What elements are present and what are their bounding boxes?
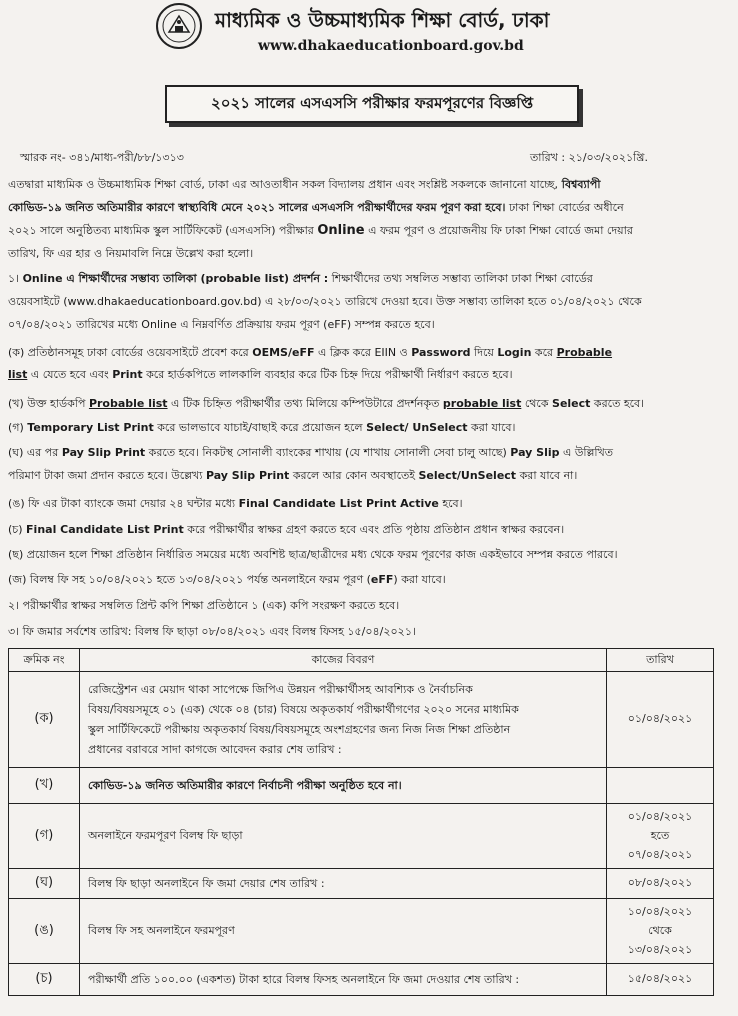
- intro-line-2: কোভিড-১৯ জনিত অতিমারীর কারণে স্বাস্থ্যবিধি মেনে ২০২১ সালের এসএসসি পরীক্ষার্থীদের ফরম পূরণ করা হবে। ঢাকা শিক্ষা বোর্ডের অধীনে: [8, 201, 624, 214]
- row-serial: (খ): [9, 768, 80, 804]
- date-line: ০১/০৪/২০২১: [627, 809, 693, 823]
- row-serial: (ক): [9, 672, 80, 768]
- date-line: ০৭/০৪/২০২১: [627, 847, 693, 861]
- desc-line: কোভিড-১৯ জনিত অতিমারীর কারণে নির্বাচনী পরীক্ষা অনুষ্ঠিত হবে না।: [88, 778, 402, 792]
- step-ja: (জ) বিলম্ব ফি সহ ১০/০৪/২০২১ হতে ১৩/০৪/২০২১ পর্যন্ত অনলাইনে ফরম পূরণ (eFF) করা যাবে।: [8, 573, 446, 586]
- step-cha: (ছ) প্রয়োজন হলে শিক্ষা প্রতিষ্ঠান নির্ধারিত সময়ের মধ্যে অবশিষ্ট ছাত্র/ছাত্রীদের মধ্য থেকে ফরম পূরণের কাজ একইভাবে সম্পন্ন করতে পারবে।: [8, 548, 618, 561]
- date-line: ১০/০৪/২০২১: [627, 904, 693, 918]
- row-date: [607, 672, 714, 768]
- desc-line: পরীক্ষার্থী প্রতি ১০০.০০ (একশত) টাকা হারে বিলম্ব ফিসহ অনলাইনে ফি জমা দেওয়ার শেষ তারিখ :: [88, 972, 520, 986]
- date-line: হতে: [650, 828, 670, 842]
- section-1-line-2: ওয়েবসাইটে (www.dhakaeducationboard.gov.bd) এ ২৮/০৩/২০২১ তারিখে দেওয়া হবে। উক্ত সম্ভাব্য তালিকা হতে ০১/০৪/২০২১ থেকে: [8, 295, 642, 308]
- memo-number: স্মারক নং- ৩৪১/মাধ্য-পরী/৮৮/১৩১৩: [20, 151, 184, 164]
- step-ka-line-1: (ক) প্রতিষ্ঠানসমূহ ঢাকা বোর্ডের ওয়েবসাইটে প্রবেশ করে OEMS/eFF এ ক্লিক করে EIIN ও Password দিয়ে Login করে Probable: [8, 346, 613, 359]
- row-serial: (ঙ): [9, 899, 80, 964]
- intro-line-4: তারিখ, ফি এর হার ও নিয়মাবলি নিম্নে উল্লেখ করা হলো।: [8, 247, 254, 260]
- header-date: তারিখ: [607, 649, 714, 672]
- date-line: ১৩/০৪/২০২১: [627, 942, 693, 956]
- row-description: [80, 768, 607, 804]
- date-line: ০৮/০৪/২০২১: [627, 876, 693, 889]
- section-2: ২। পরীক্ষার্থীর স্বাক্ষর সম্বলিত প্রিন্ট কপি শিক্ষা প্রতিষ্ঠানে ১ (এক) কপি সংরক্ষণ করতে হবে।: [8, 599, 400, 612]
- notice-date: তারিখ : ২১/০৩/২০২১খ্রি.: [530, 151, 648, 164]
- row-date: [607, 804, 714, 869]
- desc-line: বিষয়/বিষয়সমূহে ০১ (এক) থেকে ০৪ (চার) বিষয়ে অকৃতকার্য পরীক্ষার্থীগণের ২০২০ সনের মাধ্যমিক: [88, 702, 519, 716]
- desc-line: বিলম্ব ফি সহ অনলাইনে ফরমপূরণ: [88, 924, 235, 937]
- step-gha-line-2: পরিমাণ টাকা জমা প্রদান করতে হবে। উল্লেখ্য Pay Slip Print করলে আর কোন অবস্থাতেই Select/UnSelect করা যাবে না।: [8, 469, 578, 482]
- row-date: [607, 869, 714, 899]
- section-3: ৩। ফি জমার সর্বশেষ তারিখ: বিলম্ব ফি ছাড়া ০৮/০৪/২০২১ এবং বিলম্ব ফিসহ ১৫/০৪/২০২১।: [8, 625, 416, 638]
- section-1-heading: ১। Online এ শিক্ষার্থীদের সম্ভাব্য তালিকা (probable list) প্রদর্শন : শিক্ষার্থীদের তথ্য সম্বলিত সম্ভাব্য তালিকা ঢাকা শিক্ষা বোর্ডের: [8, 272, 593, 285]
- row-date: [607, 964, 714, 996]
- step-ga: (গ) Temporary List Print করে ভালভাবে যাচাই/বাছাই করে প্রয়োজন হলে Select/ UnSelect করা যাবে।: [8, 421, 516, 434]
- desc-line: বিলম্ব ফি ছাড়া অনলাইনে ফি জমা দেয়ার শেষ তারিখ :: [88, 876, 325, 890]
- table-row: [9, 672, 714, 768]
- intro-line-1: এতদ্বারা মাধ্যমিক ও উচ্চমাধ্যমিক শিক্ষা বোর্ড, ঢাকা এর আওতাধীন সকল বিদ্যালয় প্রধান এবং সংশ্লিষ্ট সকলকে জানানো যাচ্ছে, বিশ্বব্যাপী: [8, 178, 601, 191]
- step-kha: (খ) উক্ত হার্ডকপি Probable list এ টিক চিহ্নিত পরীক্ষার্থীর তথ্য মিলিয়ে কম্পিউটারে প্রদর্শনকৃত probable list থেকে Select করতে হবে।: [8, 397, 645, 410]
- row-description: [80, 672, 607, 768]
- date-line: ০১/০৪/২০২১: [627, 712, 693, 725]
- row-description: [80, 899, 607, 964]
- header-serial: ক্রমিক নং: [9, 649, 80, 672]
- table-row: [9, 869, 714, 899]
- row-serial: (গ): [9, 804, 80, 869]
- notice-title: ২০২১ সালের এসএসসি পরীক্ষার ফরমপূরণের বিজ্ঞপ্তি: [165, 85, 579, 123]
- schedule-table: [8, 648, 714, 996]
- table-row: [9, 964, 714, 996]
- section-1-line-3: ০৭/০৪/২০২১ তারিখের মধ্যে Online এ নিম্নবর্ণিত প্রক্রিয়ায় ফরম পূরণ (eFF) সম্পন্ন করতে হবে।: [8, 318, 435, 331]
- date-line: ১৫/০৪/২০২১: [627, 972, 693, 985]
- row-date: [607, 768, 714, 804]
- desc-line: রেজিস্ট্রেশন এর মেয়াদ থাকা সাপেক্ষে জিপিএ উন্নয়ন পরীক্ষার্থীসহ আবশ্যিক ও নৈর্বাচনিক: [88, 682, 473, 696]
- table-row: [9, 768, 714, 804]
- date-line: থেকে: [648, 923, 672, 937]
- intro-line-3: ২০২১ সালে অনুষ্ঠিতব্য মাধ্যমিক স্কুল সার্টিফিকেট (এসএসসি) পরীক্ষার Online এ ফরম পূরণ ও প্রয়োজনীয় ফি ঢাকা শিক্ষা বোর্ডে জমা দেয়ার: [8, 223, 633, 238]
- row-serial: (চ): [9, 964, 80, 996]
- header-description: কাজের বিবরণ: [80, 649, 607, 672]
- table-row: [9, 899, 714, 964]
- step-umo: (ঙ) ফি এর টাকা ব্যাংকে জমা দেয়ার ২৪ ঘন্টার মধ্যে Final Candidate List Print Active হবে।: [8, 497, 463, 510]
- board-seal-icon: [155, 2, 203, 50]
- desc-line: অনলাইনে ফরমপূরণ বিলম্ব ফি ছাড়া: [88, 829, 243, 842]
- table-header-row: [9, 649, 714, 672]
- row-date: [607, 899, 714, 964]
- table-row: [9, 804, 714, 869]
- row-description: [80, 964, 607, 996]
- board-name: মাধ্যমিক ও উচ্চমাধ্যমিক শিক্ষা বোর্ড, ঢাকা: [215, 8, 550, 32]
- row-description: [80, 869, 607, 899]
- step-ca: (চ) Final Candidate List Print করে পরীক্ষার্থীর স্বাক্ষর গ্রহণ করতে হবে এবং প্রতি পৃষ্ঠায় প্রতিষ্ঠান প্রধান স্বাক্ষর করবেন।: [8, 523, 565, 536]
- row-description: [80, 804, 607, 869]
- step-ka-line-2: list এ যেতে হবে এবং Print করে হার্ডকপিতে লালকালি ব্যবহার করে টিক চিহ্ন দিয়ে পরীক্ষার্থী নির্ধারণ করতে হবে।: [8, 368, 513, 381]
- step-gha-line-1: (ঘ) এর পর Pay Slip Print করতে হবে। নিকটস্থ সোনালী ব্যাংকের শাখায় (যে শাখায় সোনালী সেবা চালু আছে) Pay Slip এ উল্লিখিত: [8, 446, 614, 459]
- desc-line: স্কুল সার্টিফিকেটে পরীক্ষায় অকৃতকার্য বিষয়/বিষয়সমূহে অংশগ্রহণের জন্য নিজ নিজ শিক্ষা প্রতিষ্ঠান: [88, 722, 511, 736]
- board-website: www.dhakaeducationboard.gov.bd: [258, 38, 524, 54]
- row-serial: (ঘ): [9, 869, 80, 899]
- desc-line: প্রধানের বরাবরে সাদা কাগজে আবেদন করার শেষ তারিখ :: [88, 742, 342, 756]
